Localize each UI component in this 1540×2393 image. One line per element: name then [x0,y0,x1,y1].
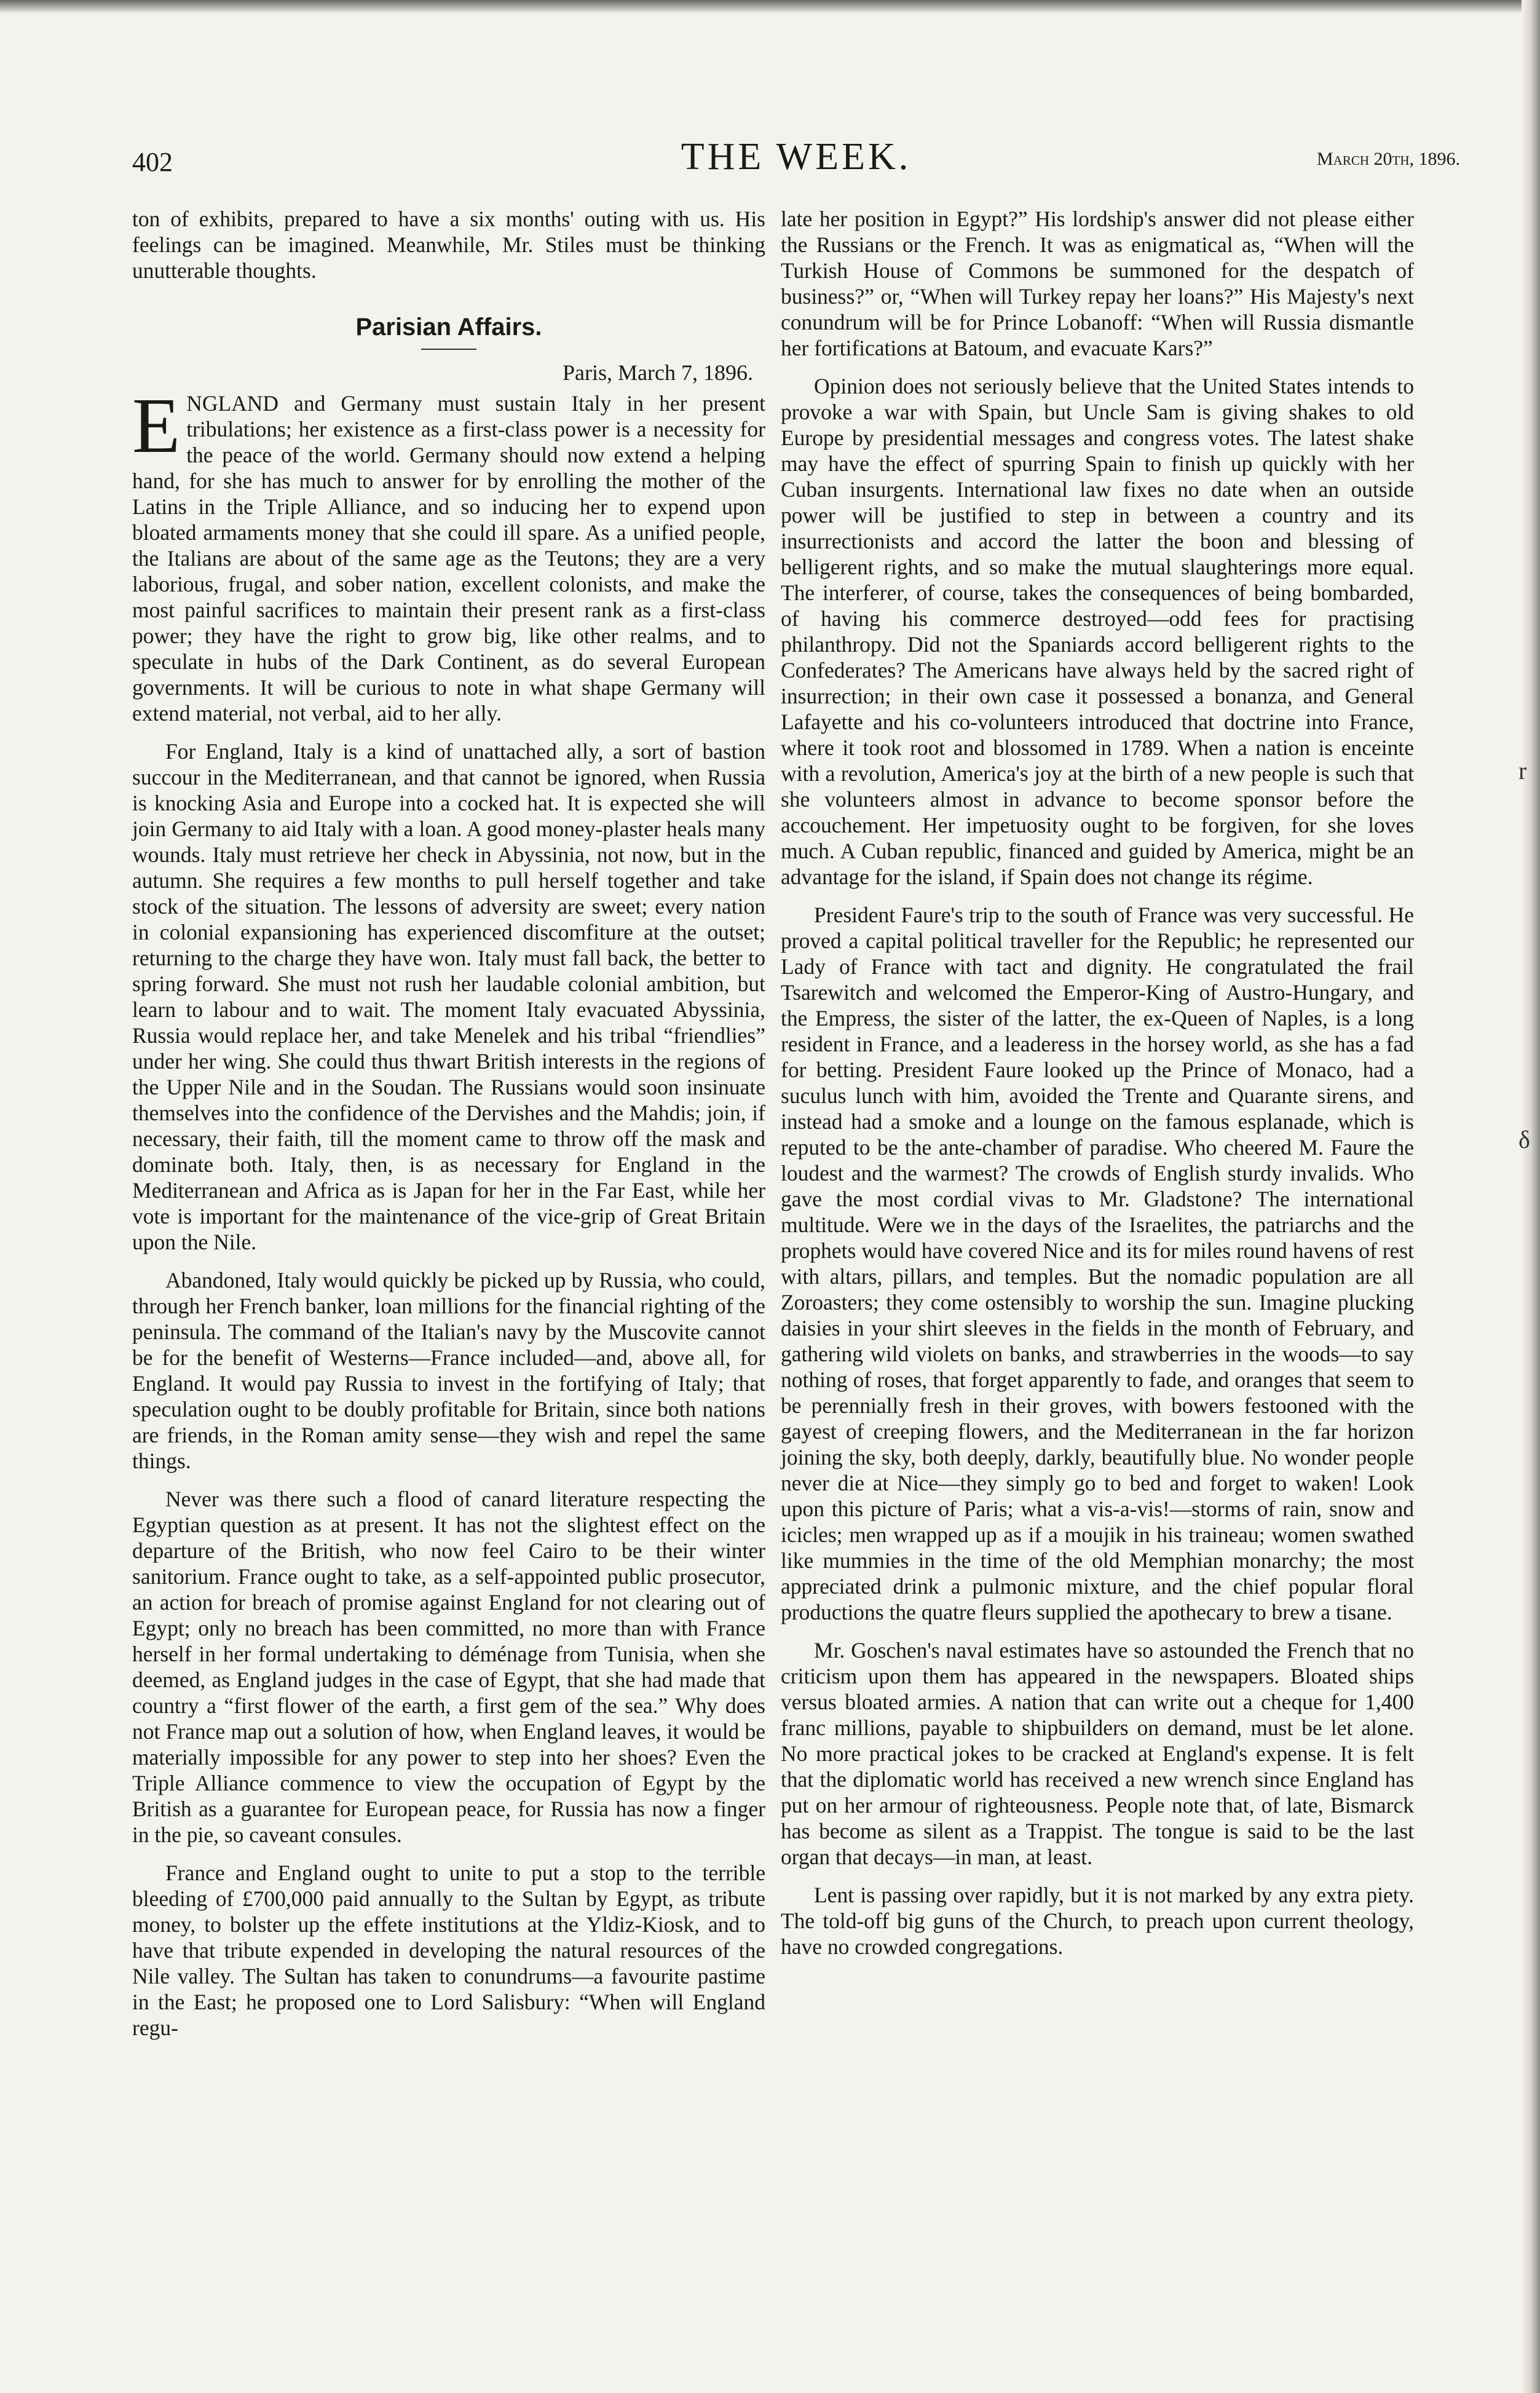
page-header [132,135,1460,191]
left-column [132,206,765,2053]
carryover-paragraph: ton of exhibits, prepared to have a six months' outing with us. His feelings can be imagined. Meanwhile, Mr. Stiles must be thinking unutterable thoughts. [132,207,765,283]
article-paragraph: Opinion does not seriously believe that the United States intends to provoke a war with Spain, but Uncle Sam is giving shakes to old Europe by presidential messages and congress votes. The latest shake may have the effect of spurring Spain to finish up quickly with her Cuban insurgents. International law fixes no date when an outside power will be justified to step in between a country and its insurrectionists and accord the latter the boon and blessing of belligerent rights, and so make the mutual slaughterings more equal. The interferer, of course, takes the consequences of being bombarded, of having his commerce destroyed—odd fees for practising philanthropy. Did not the Spaniards accord belligerent rights to the Confederates? The Americans have always held by the sacred right of insurrection; in their own case it possessed a bonanza, and General Lafayette and his co-volunteers introduced that doctrine into France, where it took root and blossomed in 1789. When a nation is enceinte with a revolution, America's joy at the birth of a new people is such that she volunteers almost in advance to become sponsor before the accouchement. Her impetuosity ought to be forgiven, for she loves much. A Cuban republic, financed and guided by America, might be an advantage for the island, if Spain does not change its régime. [781,374,1414,889]
article-paragraph: For England, Italy is a kind of unattached ally, a sort of bastion succour in the Mediterranean, and that cannot be ignored, when Russia is knocking Asia and Europe into a cocked hat. It is expected she will join Germany to aid Italy with a loan. A good money-plaster heals many wounds. Italy must retrieve her check in Abyssinia, not now, but in the autumn. She requires a few months to pull herself together and take stock of the situation. The lessons of adversity are sweet; every nation in colonial expansioning has experienced discomfiture at the outset; returning to the charge they have won. Italy must fall back, the better to spring forward. She must not rush her laudable colonial ambition, but learn to labour and to wait. The moment Italy evacuated Abyssinia, Russia would replace her, and take Menelek and his tribal “friendlies” under her wing. She could thus thwart British interests in the regions of the Upper Nile and in the Soudan. The Russians would soon insinuate themselves into the confidence of the Dervishes and the Mahdis; join, if necessary, their faith, till the moment came to throw off the mask and dominate both. Italy, then, is as necessary for England in the Mediterranean and Africa as is Japan for her in the Far East, while her vote is important for the maintenance of the vice-grip of Great Britain upon the Nile. [132,739,765,1254]
article-paragraph: Mr. Goschen's naval estimates have so astounded the French that no criticism upon them has appeared in the newspapers. Bloated ships versus bloated armies. A nation that can write out a cheque for 1,400 franc millions, payable to shipbuilders on demand, must be let alone. No more practical jokes to be cracked at England's expense. It is felt that the diplomatic world has received a new wrench since England has put on her armour of righteousness. People note that, of late, Bismarck has become as silent as a Trappist. The tongue is said to be the last organ that decays—in man, at least. [781,1638,1414,1869]
paragraph-text: and Germany must sustain Italy in her present tribulations; her existence as a first-class power is a necessity for the peace of the world. Germany should now extend a helping hand, for she has much to answer for by enrolling the mother of the Latins in the Triple Alliance, and so inducing her to expend upon bloated armaments money that she could ill spare. As a unified people, the Italians are about of the same age as the Teutons; they are a very laborious, frugal, and sober nation, excellent colonists, and make the most painful sacrifices to maintain their present rank as a first-class power; they have the right to grow big, like other realms, and to speculate in hubs of the Dark Continent, as do several European governments. It will be curious to note in what shape Germany will extend material, not verbal, aid to her ally. [132,391,765,726]
margin-mark: δ [1518,1126,1530,1153]
issue-date: March 20th, 1896. [1316,149,1460,169]
section-title: Parisian Affairs. [355,314,542,341]
margin-mark: r [1518,757,1527,785]
article-paragraph [132,382,765,726]
article-paragraph: Abandoned, Italy would quickly be picked up by Russia, who could, through her French banker, loan millions for the financial righting of the peninsula. The command of the Italian's navy by the Muscovite cannot be for the benefit of Westerns—France included—and, above all, for England. It would pay Russia to invest in the fortifying of Italy; that speculation ought to be doubly profitable for Britain, since both nations are friends, in the Roman amity sense—they wish and repel the same things. [132,1268,765,1473]
title-rule [421,349,476,350]
article-paragraph: Lent is passing over rapidly, but it is not marked by any extra piety. The told-off big guns of the Church, to preach upon current theology, have no crowded congregations. [781,1883,1414,1959]
article-paragraph: Never was there such a flood of canard literature respecting the Egyptian question as at present. It has not the slightest effect on the departure of the British, who now feel Cairo to be their winter sanitorium. France ought to take, as a self-appointed public prosecutor, an action for breach of promise against England for not clearing out of Egypt; only no breach has been committed, no more than with France herself in her formal undertaking to déménage from Tunisia, when she deemed, as England judges in the case of Egypt, that she had made that country a “first flower of the earth, a first gem of the sea.” Why does not France map out a solution of how, when England leaves, it would be materially impossible for any power to step into her shoes? Even the Triple Alliance commence to view the occupation of Egypt by the British as a guarantee for European peace, for Russia has now a finger in the pie, so caveant consules. [132,1487,765,1847]
lead-caps: NGLAND [186,391,279,416]
scan-top-edge [0,0,1540,14]
dateline: Paris, March 7, 1896. [563,360,753,385]
scan-right-edge [1522,0,1540,2393]
article-paragraph: France and England ought to unite to put a stop to the terrible bleeding of £700,000 paid annually to the Sultan by Egypt, as tribute money, to bolster up the effete institutions at the Yldiz-Kiosk, and to have that tribute expended in developing the natural resources of the Nile valley. The Sultan has taken to conundrums—a favourite pastime in the East; he proposed one to Lord Salisbury: “When will England regu- [132,1861,765,2040]
page-number: 402 [132,147,173,177]
article-paragraph: President Faure's trip to the south of France was very successful. He proved a capital political traveller for the Republic; he represented our Lady of France with tact and dignity. He congratulated the frail Tsarewitch and welcomed the Emperor-King of Austro-Hungary, and the Empress, the sister of the latter, the ex-Queen of Naples, is a long resident in France, and a leaderess in the horsey world, as she has a fad for betting. President Faure looked up the Prince of Monaco, had a suculus lunch with him, avoided the Trente and Quarante sirens, and instead had a smoke and a lounge on the famous esplanade, which is reputed to be the ante-chamber of paradise. Who cheered M. Faure the loudest and the warmest? The crowds of English sturdy invalids. Who gave the most cordial vivas to Mr. Gladstone? The international multitude. Were we in the days of the Israelites, the patriarchs and the prophets would have covered Nice and its for miles round havens of rest with altars, pillars, and temples. But the nomadic population are all Zoroasters; they come ostensibly to worship the sun. Imagine plucking daisies in your shirt sleeves in the fields in the month of February, and gathering wild violets on banks, and strawberries in the woods—to say nothing of roses, that forget apparently to fade, and oranges that seem to be perennially fresh in their groves, with bowers festooned with the gayest of creeping flowers, and the Mediterranean in the far horizon joining the sky, both deeply, darkly, beautifully blue. No wonder people never die at Nice—they simply go to bed and forget to waken! Look upon this picture of Paris; what a vis-a-vis!—storms of rain, snow and icicles; men wrapped up as if a moujik in his traineau; women swathed like mummies in the time of the old Memphian monarchy; the most appreciated drink a pulmonic mixture, and the chief popular floral productions the quatre fleurs supplied the apothecary to brew a tisane. [781,903,1414,1624]
publication-title: THE WEEK. [681,136,912,178]
carryover-paragraph: late her position in Egypt?” His lordship's answer did not please either the Russians or the French. It was as enigmatical as, “When will the Turkish House of Commons be summoned for the despatch of business?” or, “When will Turkey repay her loans?” His Majesty's next conundrum will be for Prince Lobanoff: “When will Russia dismantle her fortifications at Batoum, and evacuate Kars?” [781,207,1414,360]
right-column [781,206,1414,1972]
drop-cap: E [132,382,181,469]
